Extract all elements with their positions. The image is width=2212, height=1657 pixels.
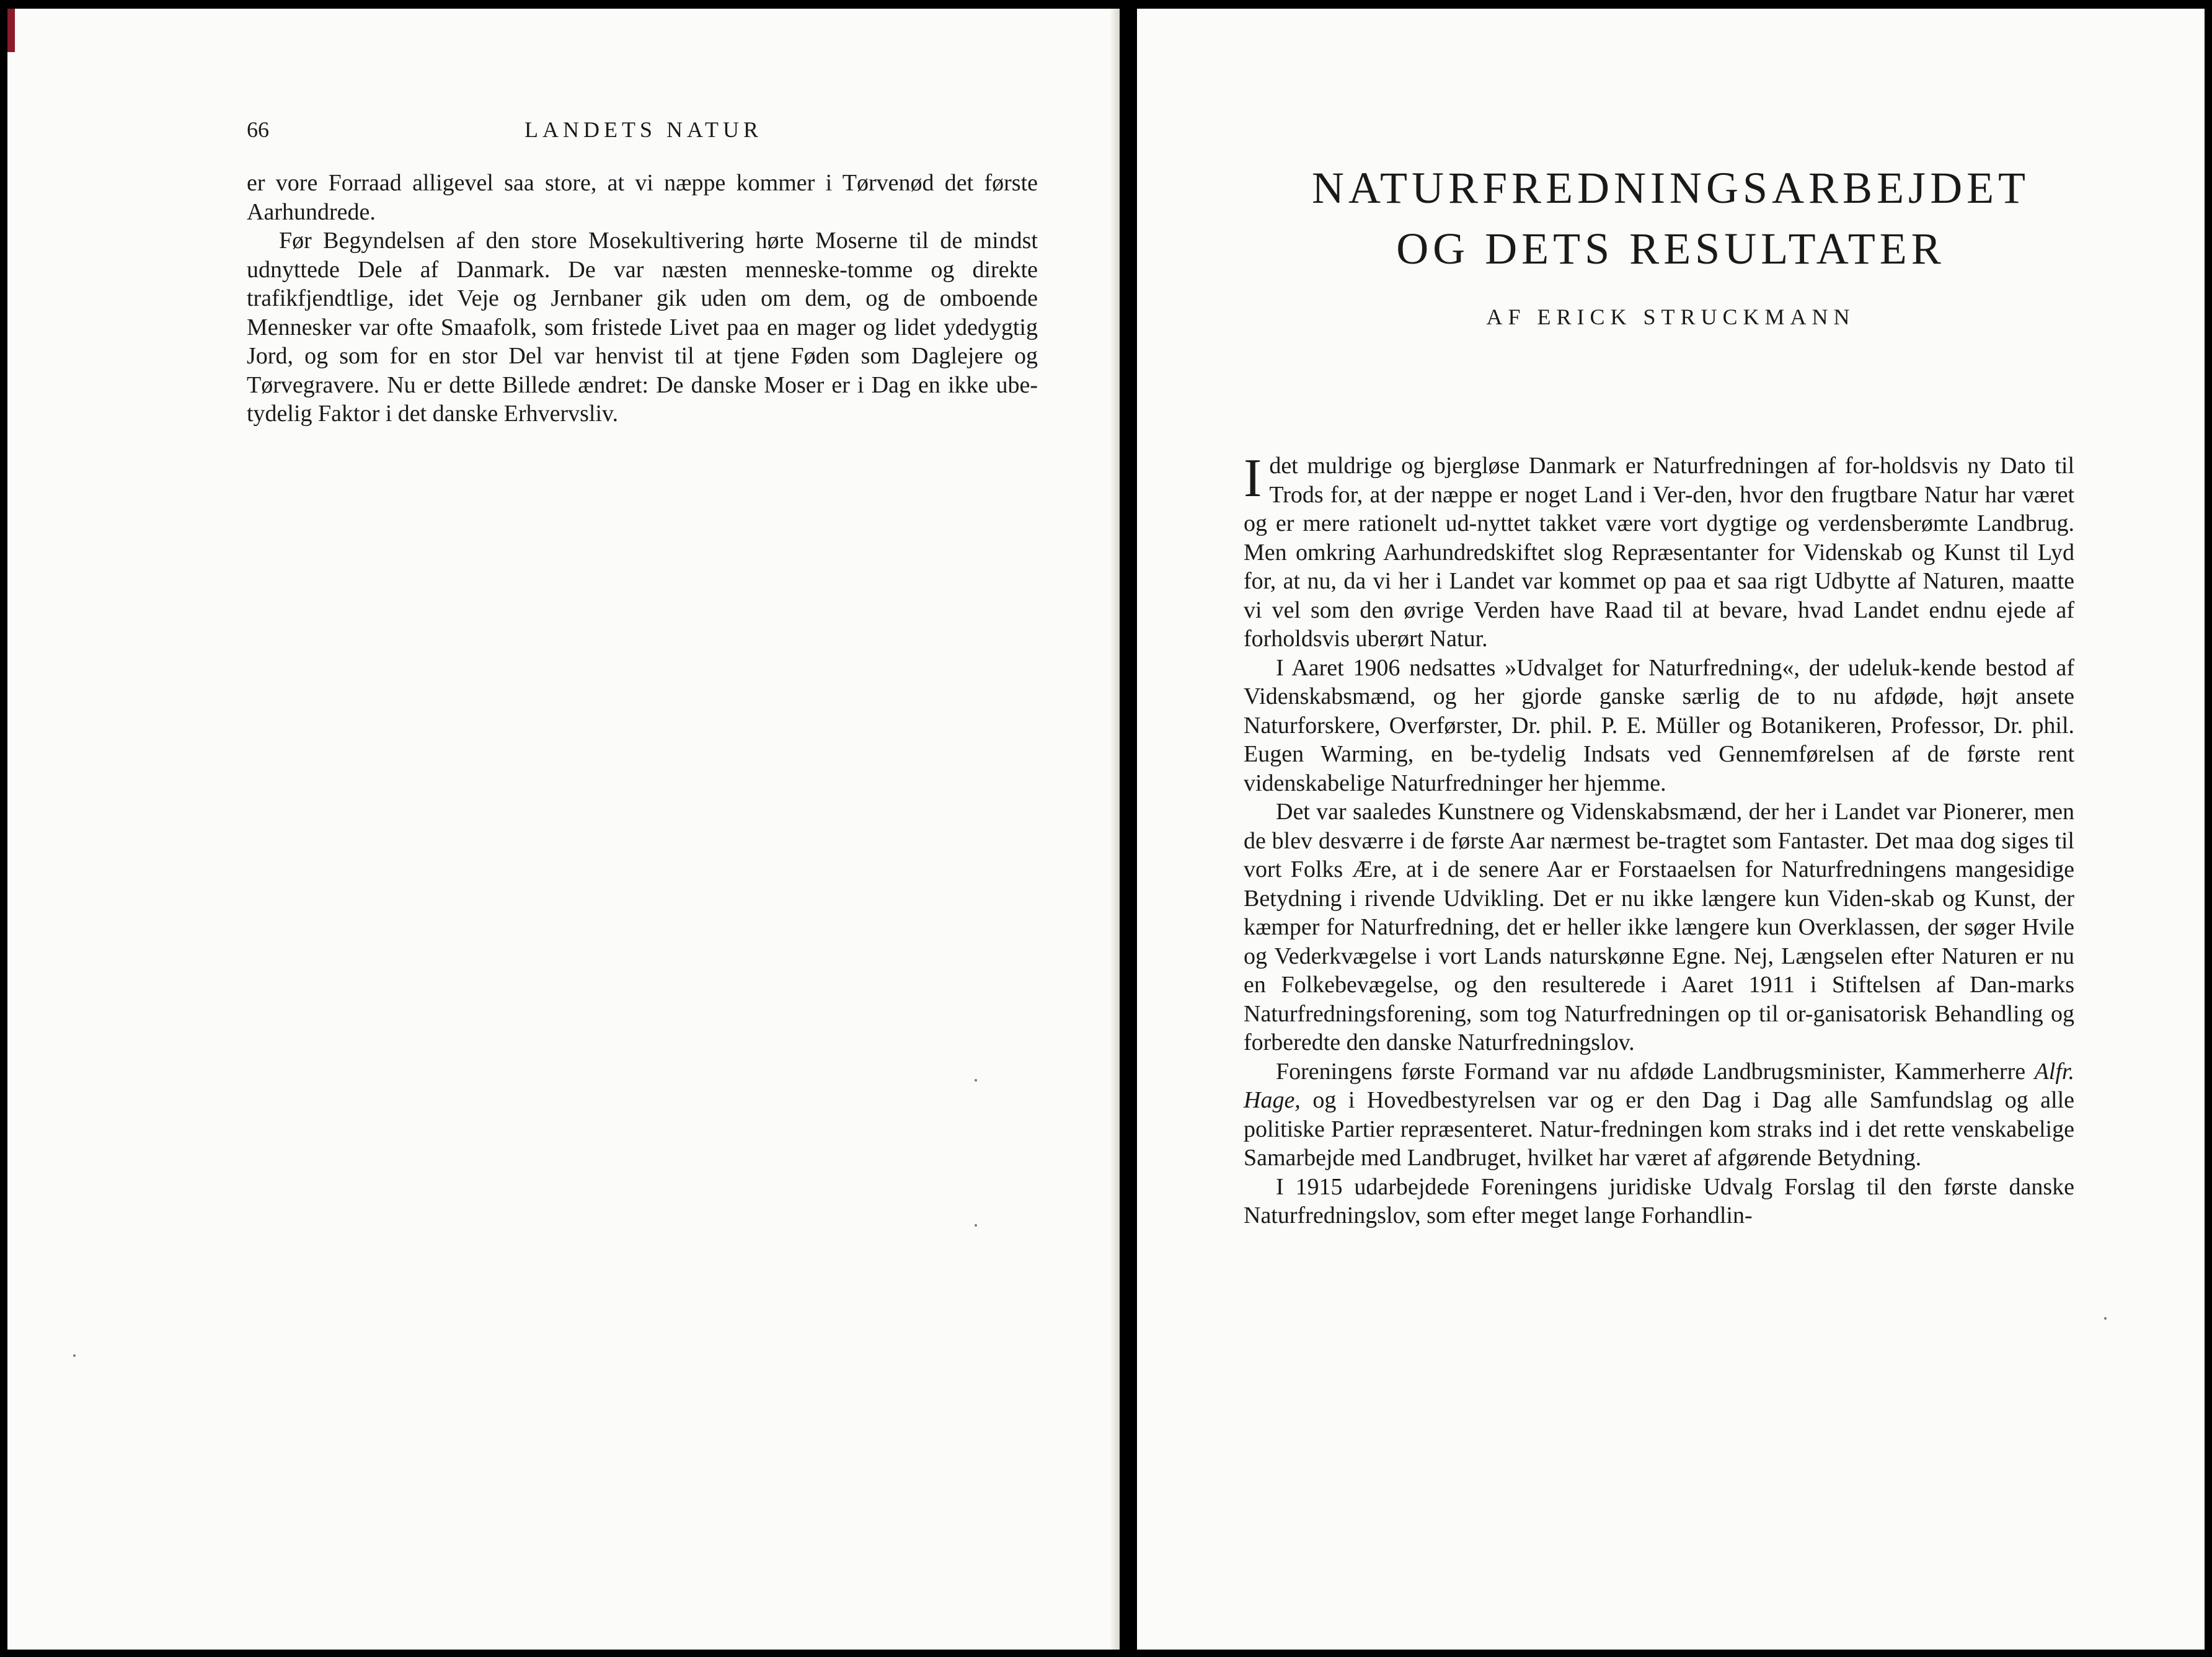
binding-shadow (1110, 9, 1120, 1650)
drop-cap: I (1244, 448, 1262, 509)
italic-name: Alfr. Hage, (1244, 1058, 2074, 1113)
paper-speck (73, 1354, 76, 1357)
paragraph (1244, 448, 2074, 654)
page-edge-mark (7, 9, 15, 52)
running-head-title: LANDETS NATUR (524, 117, 763, 142)
running-head (247, 114, 1040, 151)
paragraph: I 1915 udarbejdede Foreningens juridiske Udvalg Forslag til den første danske Naturfredningslov, som efter meget lange Forhandlin- (1244, 1173, 2074, 1228)
paragraph: er vore Forraad alligevel saa store, at vi næppe kommer i Tørvenød det første Aarhundrede. (247, 170, 1038, 225)
chapter-title-line-2: OG DETS RESULTATER (1396, 224, 1945, 273)
paragraph: Før Begyndelsen af den store Mosekultivering hørte Moserne til de mindst udnyttede Dele af Danmark. De var næsten menneske-tomme og direkte trafikfjendtlige, idet Veje og Jernbaner gik uden om dem, og de omboende Mennesker var ofte Smaafolk, som fristede Livet paa en mager og lidet ydedygtig Jord, og som for en stor Del var henvist til at tjene Føden som Daglejere og Tørvegravere. Nu er dette Billede ændret: De danske Moser er i Dag en ikke ube-tydelig Faktor i det danske Erhvervsliv. (247, 228, 1038, 427)
left-body-text (247, 169, 1038, 429)
paragraph: I Aaret 1906 nedsattes »Udvalget for Naturfredning«, der udeluk-kende bestod af Videnskabsmænd, og her gjorde ganske særlig de to nu afdøde, højt ansete Naturforskere, Overførster, Dr. phil. P. E. Müller og Botanikeren, Professor, Dr. phil. Eugen Warming, en be-tydelig Indsats ved Gennemførelsen af de første rent videnskabelige Naturfredninger her hjemme. (1244, 654, 2074, 796)
paragraph: Det var saaledes Kunstnere og Videnskabsmænd, der her i Landet var Pionerer, men de blev desværre i de første Aar nærmest be-tragtet som Fantaster. Det maa dog siges til vort Folks Ære, at i de senere Aar er Forstaaelsen for Naturfredningens mangesidige Betydning i rivende Udvikling. Det er nu ikke længere kun Viden-skab og Kunst, der kæmper for Naturfredning, det er heller ikke længere kun Overklassen, der søger Hvile og Vederkvægelse i vort Lands naturskønne Egne. Nej, Længselen efter Naturen er nu en Folkebevægelse, og den resulterede i Aaret 1911 i Stiftelsen af Dan-marks Naturfredningsforening, som tog Naturfredningen op til or-ganisatorisk Behandling og forberedte den danske Naturfredningslov. (1244, 799, 2074, 1055)
left-page (7, 9, 1120, 1650)
paper-speck (975, 1079, 977, 1082)
paragraph-text: det muldrige og bjergløse Danmark er Naturfredningen af for-holdsvis ny Dato til Trods for, at der næppe er noget Land i Ver-den, hvor den frugtbare Natur har været og er mere rationelt ud-nyttet takket være vort dygtige og verdensberømte Landbrug. Men omkring Aarhundredskiftet slog Repræsentanter for Videnskab og Kunst til Lyd for, at nu, da vi her i Landet var kommet op paa et saa rigt Udbytte af Naturen, maatte vi vel som den øvrige Verden have Raad til at bevare, hvad Landet endnu ejede af forholdsvis uberørt Natur. (1244, 453, 2074, 652)
paragraph-text: Foreningens første Formand var nu afdøde Landbrugsminister, Kammerherre (1276, 1058, 2035, 1085)
right-page (1137, 9, 2205, 1650)
chapter-title-line-1: NATURFREDNINGSARBEJDET (1311, 163, 2030, 213)
paper-speck (975, 1224, 977, 1227)
paper-speck (2104, 1317, 2107, 1320)
author-byline: AF ERICK STRUCKMANN (1486, 304, 1856, 329)
paragraph-text: og i Hovedbestyrelsen var og er den Dag i Dag alle Samfundslag og alle politiske Partier repræsenteret. Natur-fredningen kom straks ind i det rette venskabelige Samarbejde med Landbruget, hvilket har været af afgørende Betydning. (1244, 1087, 2074, 1171)
paragraph (1244, 1057, 2074, 1173)
right-body-text (1244, 448, 2074, 1230)
page-number: 66 (247, 117, 269, 142)
chapter-title (1137, 158, 2205, 279)
